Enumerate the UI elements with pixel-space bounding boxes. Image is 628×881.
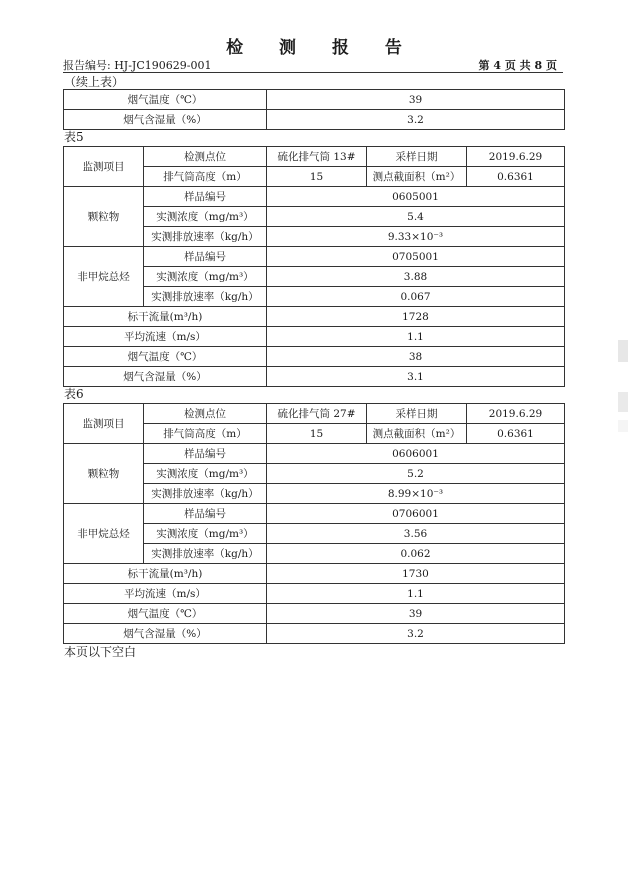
table5-caption: 表5 xyxy=(64,130,84,144)
summary-value: 3.1 xyxy=(267,367,565,387)
summary-value: 39 xyxy=(267,604,565,624)
table-row xyxy=(64,327,565,347)
report-header xyxy=(63,57,563,73)
row-value: 0705001 xyxy=(267,247,565,267)
monitor-item-label: 监测项目 xyxy=(64,404,144,444)
row-value: 0.062 xyxy=(267,544,565,564)
summary-label: 标干流量(m³/h) xyxy=(64,564,267,584)
summary-value: 1.1 xyxy=(267,327,565,347)
summary-label: 烟气含湿量（%） xyxy=(64,367,267,387)
table-row xyxy=(64,307,565,327)
row-value: 9.33×10⁻³ xyxy=(267,227,565,247)
table-row xyxy=(64,404,565,424)
table-row xyxy=(64,147,565,167)
row-value: 8.99×10⁻³ xyxy=(267,484,565,504)
height-value: 15 xyxy=(267,424,367,444)
particulate-name: 颗粒物 xyxy=(64,187,144,247)
area-label: 测点截面积（m²） xyxy=(367,167,467,187)
row-label: 样品编号 xyxy=(144,444,267,464)
summary-value: 1730 xyxy=(267,564,565,584)
particulate-name: 颗粒物 xyxy=(64,444,144,504)
area-label: 测点截面积（m²） xyxy=(367,424,467,444)
row-label: 实测排放速率（kg/h） xyxy=(144,227,267,247)
summary-label: 烟气温度（℃） xyxy=(64,347,267,367)
table6-caption: 表6 xyxy=(64,387,84,401)
table-row xyxy=(64,90,565,110)
row-label: 实测浓度（mg/m³） xyxy=(144,524,267,544)
date-value: 2019.6.29 xyxy=(467,147,565,167)
row-value: 0606001 xyxy=(267,444,565,464)
summary-value: 1728 xyxy=(267,307,565,327)
date-value: 2019.6.29 xyxy=(467,404,565,424)
row-value: 0605001 xyxy=(267,187,565,207)
row-value: 0.067 xyxy=(267,287,565,307)
footer-note: 本页以下空白 xyxy=(64,645,137,659)
height-label: 排气筒高度（m） xyxy=(144,167,267,187)
row-label: 实测排放速率（kg/h） xyxy=(144,484,267,504)
summary-label: 平均流速（m/s） xyxy=(64,584,267,604)
row-label: 烟气温度（℃） xyxy=(64,90,267,110)
row-value: 0706001 xyxy=(267,504,565,524)
scan-mark xyxy=(618,420,628,432)
row-value: 39 xyxy=(267,90,565,110)
area-value: 0.6361 xyxy=(467,424,565,444)
row-label: 样品编号 xyxy=(144,504,267,524)
table-row xyxy=(64,247,565,267)
point-value: 硫化排气筒 13# xyxy=(267,147,367,167)
summary-label: 平均流速（m/s） xyxy=(64,327,267,347)
table-row xyxy=(64,347,565,367)
row-label: 实测排放速率（kg/h） xyxy=(144,544,267,564)
row-label: 样品编号 xyxy=(144,187,267,207)
row-label: 实测浓度（mg/m³） xyxy=(144,207,267,227)
monitor-item-label: 监测项目 xyxy=(64,147,144,187)
table-row xyxy=(64,624,565,644)
nmhc-name: 非甲烷总烃 xyxy=(64,504,144,564)
row-value: 3.88 xyxy=(267,267,565,287)
table-row xyxy=(64,564,565,584)
row-value: 3.56 xyxy=(267,524,565,544)
continued-label: （续上表） xyxy=(64,75,125,89)
table6 xyxy=(63,403,565,644)
row-label: 烟气含湿量（%） xyxy=(64,110,267,130)
table-row xyxy=(64,444,565,464)
row-label: 实测浓度（mg/m³） xyxy=(144,464,267,484)
table-row xyxy=(64,187,565,207)
height-label: 排气筒高度（m） xyxy=(144,424,267,444)
row-label: 实测浓度（mg/m³） xyxy=(144,267,267,287)
date-label: 采样日期 xyxy=(367,147,467,167)
table-row xyxy=(64,504,565,524)
point-label: 检测点位 xyxy=(144,404,267,424)
date-label: 采样日期 xyxy=(367,404,467,424)
point-label: 检测点位 xyxy=(144,147,267,167)
summary-label: 烟气温度（℃） xyxy=(64,604,267,624)
summary-label: 标干流量(m³/h) xyxy=(64,307,267,327)
table5 xyxy=(63,146,565,387)
page-info: 第 4 页 共 8 页 xyxy=(478,59,557,72)
point-value: 硫化排气筒 27# xyxy=(267,404,367,424)
summary-value: 38 xyxy=(267,347,565,367)
row-label: 样品编号 xyxy=(144,247,267,267)
table-row xyxy=(64,584,565,604)
scan-mark xyxy=(618,392,628,412)
row-value: 3.2 xyxy=(267,110,565,130)
nmhc-name: 非甲烷总烃 xyxy=(64,247,144,307)
scan-mark xyxy=(618,340,628,362)
table-row xyxy=(64,604,565,624)
continued-table xyxy=(63,89,565,130)
area-value: 0.6361 xyxy=(467,167,565,187)
row-value: 5.4 xyxy=(267,207,565,227)
summary-label: 烟气含湿量（%） xyxy=(64,624,267,644)
report-title: 检 测 报 告 xyxy=(226,38,417,58)
table-row xyxy=(64,110,565,130)
report-number: 报告编号: HJ-JC190629-001 xyxy=(63,59,212,72)
summary-value: 3.2 xyxy=(267,624,565,644)
table-row xyxy=(64,367,565,387)
row-label: 实测排放速率（kg/h） xyxy=(144,287,267,307)
summary-value: 1.1 xyxy=(267,584,565,604)
height-value: 15 xyxy=(267,167,367,187)
row-value: 5.2 xyxy=(267,464,565,484)
